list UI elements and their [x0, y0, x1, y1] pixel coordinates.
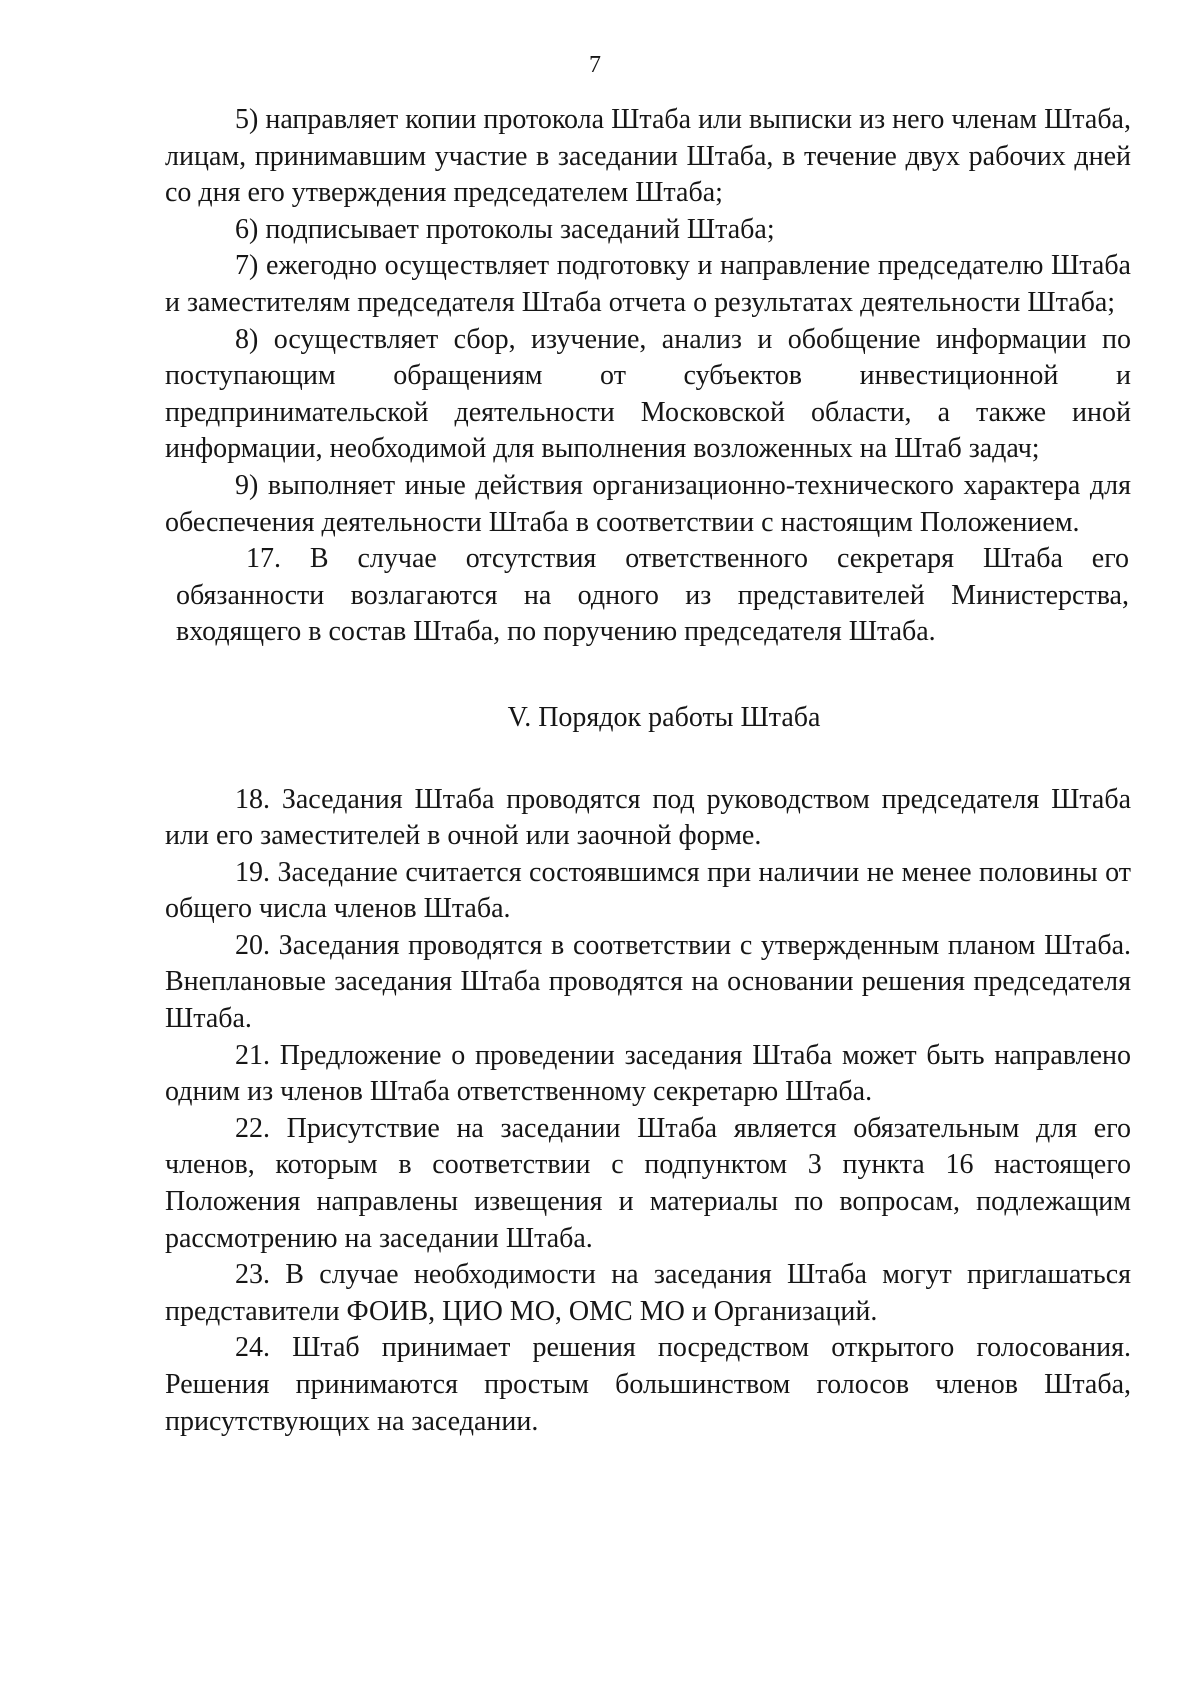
subitem-9: 9) выполняет иные действия организационно-технического характера для обеспечения деятельности Штаба в соответствии с настоящим Положением. [165, 469, 1131, 538]
page-number: 7 [589, 52, 601, 78]
clause-19: 19. Заседание считается состоявшимся при наличии не менее половины от общего числа членов Штаба. [165, 856, 1131, 925]
subitem-7: 7) ежегодно осуществляет подготовку и направление председателю Штаба и заместителям председателя Штаба отчета о результатах деятельности Штаба; [165, 250, 1131, 318]
clause-24: 24. Штаб принимает решения посредством открытого голосования. Решения принимаются простым большинством голосов членов Штаба, присутствующих на заседании. [165, 1332, 1131, 1437]
section-heading: V. Порядок работы Штаба [507, 701, 821, 733]
clause-17: 17. В случае отсутствия ответственного секретаря Штаба его обязанности возлагаются на одного из представителей Министерства, входящего в состав Штаба, по поручению председателя Штаба. [176, 543, 1129, 648]
clause-21: 21. Предложение о проведении заседания Штаба может быть направлено одним из членов Штаба ответственному секретарю Штаба. [165, 1039, 1131, 1108]
subitem-5: 5) направляет копии протокола Штаба или выписки из него членам Штаба, лицам, принимавшим участие в заседании Штаба, в течение двух рабочих дней со дня его утверждения председателем Штаба; [165, 104, 1131, 209]
subitem-8: 8) осуществляет сбор, изучение, анализ и обобщение информации по поступающим обращениям от субъектов инвестиционной и предпринимательской деятельности Московской области, а также иной информации, необходимой для выполнения возложенных на Штаб задач; [165, 323, 1131, 465]
document-body [165, 102, 1131, 1440]
clause-23: 23. В случае необходимости на заседания Штаба могут приглашаться представители ФОИВ, ЦИО МО, ОМС МО и Организаций. [165, 1259, 1131, 1327]
clause-18: 18. Заседания Штаба проводятся под руководством председателя Штаба или его заместителей в очной или заочной форме. [165, 783, 1131, 852]
clause-22: 22. Присутствие на заседании Штаба является обязательным для его членов, которым в соответствии с подпунктом 3 пункта 16 настоящего Положения направлены извещения и материалы по вопросам, подлежащим рассмотрению на заседании Штаба. [165, 1112, 1131, 1254]
subitem-6: 6) подписывает протоколы заседаний Штаба; [235, 213, 775, 245]
clause-20: 20. Заседания проводятся в соответствии с утвержденным планом Штаба. Внеплановые заседания Штаба проводятся на основании решения председателя Штаба. [165, 929, 1131, 1035]
